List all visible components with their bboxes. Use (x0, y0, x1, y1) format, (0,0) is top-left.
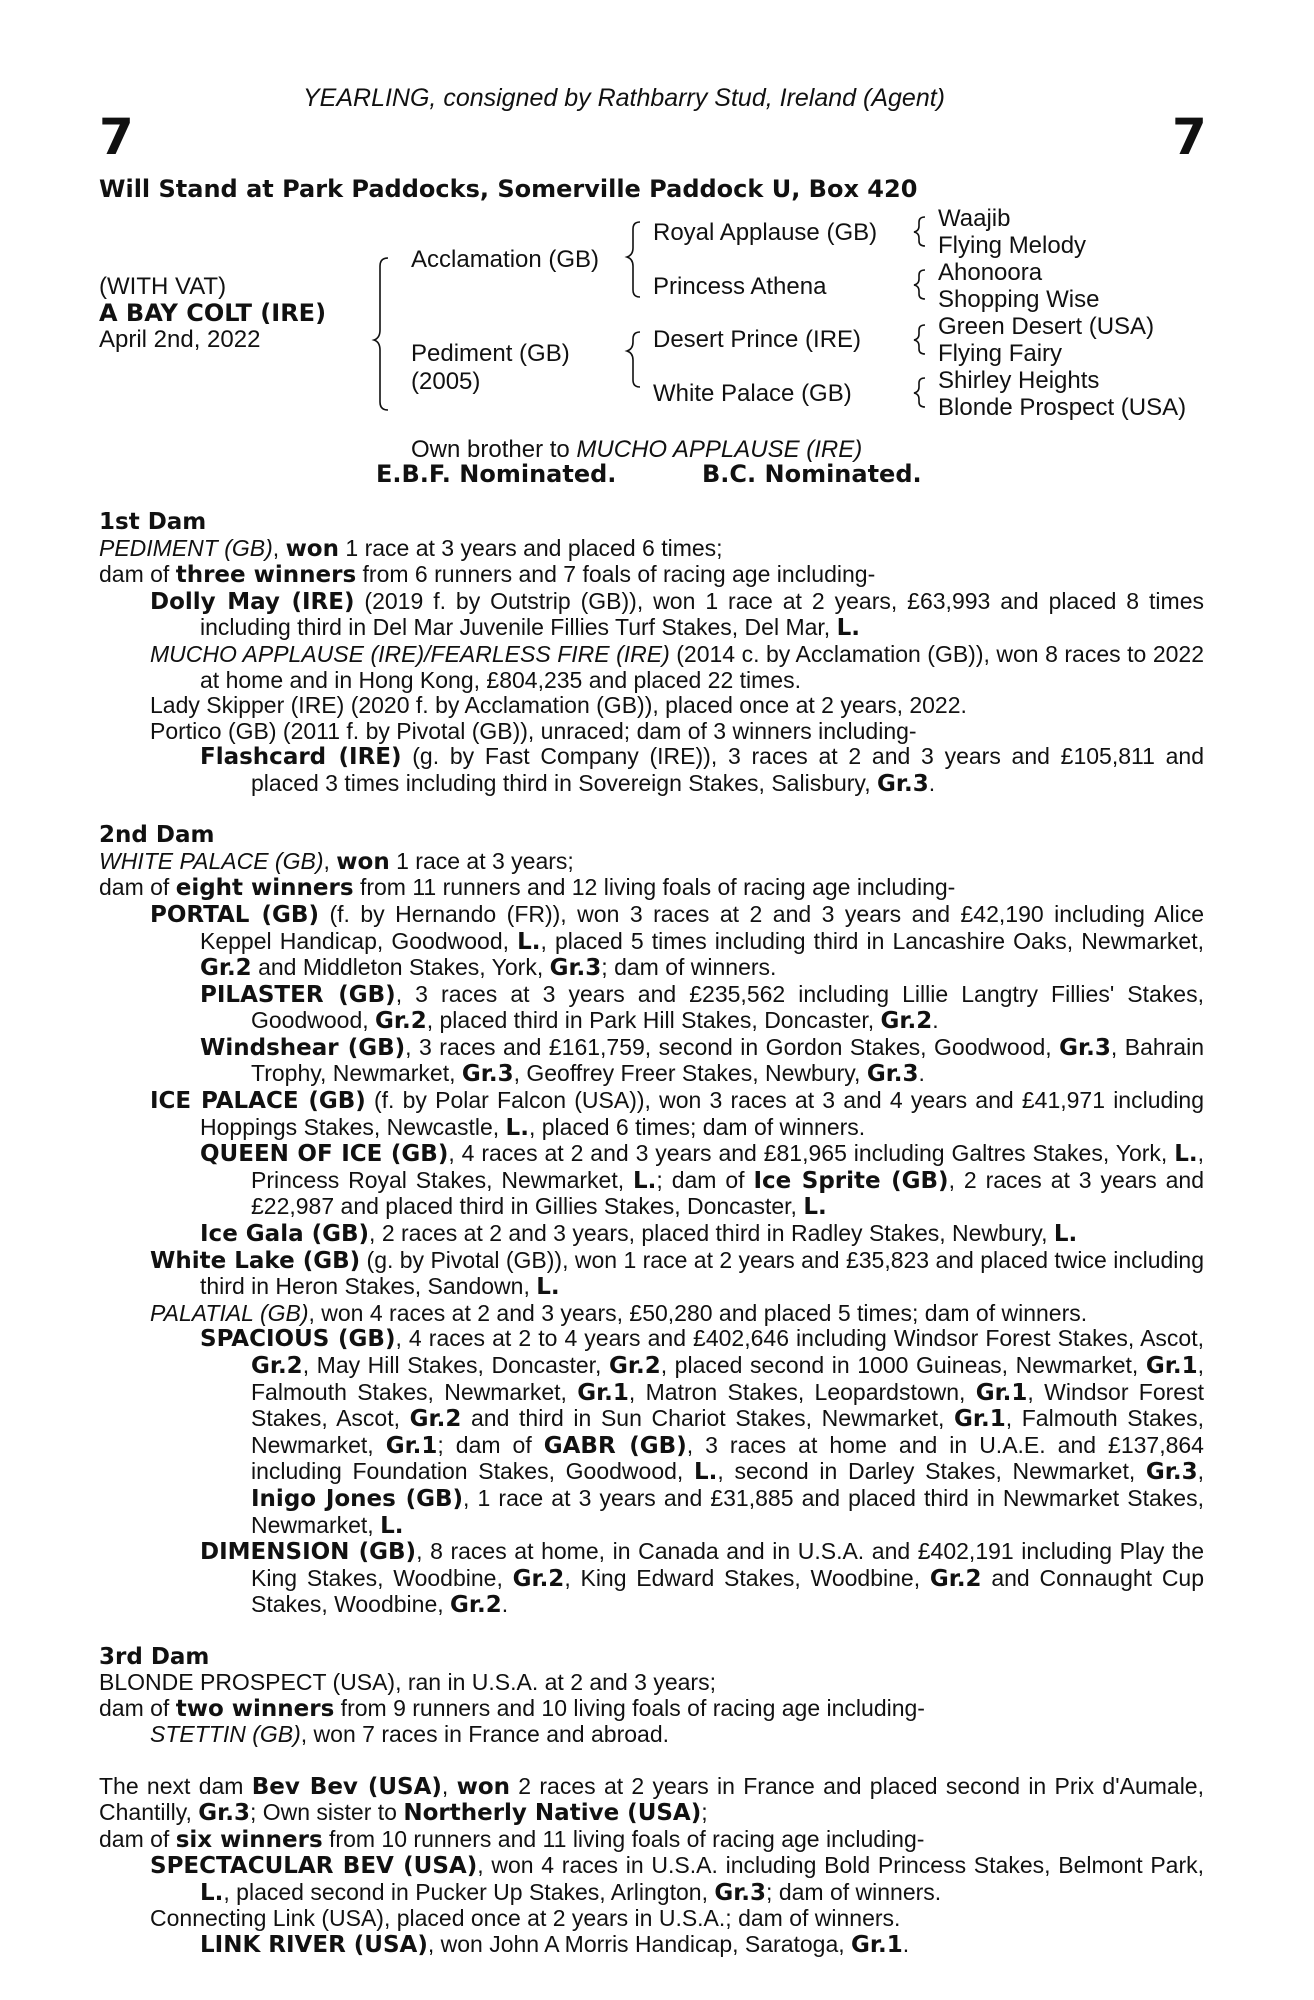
section-heading: 3rd Dam (99, 1643, 210, 1670)
produce-entry: QUEEN OF ICE (GB), 4 races at 2 and 3 years and £81,965 including Galtres Stakes, York, L., Princess Royal Stakes, Newmarket, L.; dam of Ice Sprite (GB), 2 races at 3 years and £22,987 and placed third in Gillies Stakes, Doncaster, L. (200, 1140, 1205, 1221)
produce-entry: Windshear (GB), 3 races and £161,759, second in Gordon Stakes, Goodwood, Gr.3, Bahrain Trophy, Newmarket, Gr.3, Geoffrey Freer Stakes, Newbury, Gr.3. (200, 1033, 1205, 1088)
produce-entry: Dolly May (IRE) (2019 f. by Outstrip (GB)), won 1 race at 2 years, £63,993 and placed 8 times including third in Del Mar Juvenile Fillies Turf Stakes, Del Mar, L. (150, 587, 1204, 642)
produce-entry: PILASTER (GB), 3 races at 3 years and £235,562 including Lillie Langtry Fillies' Stakes, Goodwood, Gr.2, placed third in Park Hill Stakes, Doncaster, Gr.2. (200, 980, 1204, 1035)
dam-of-line: dam of six winners from 10 runners and 11 living foals of racing age including- (99, 1825, 925, 1853)
produce-entry: Flashcard (IRE) (g. by Fast Company (IRE)), 3 races at 2 and 3 years and £105,811 and placed 3 times including third in Sovereign Stakes, Salisbury, Gr.3. (200, 743, 1205, 797)
third-dam-section (99, 1645, 1204, 1748)
sire-sire-dam: Flying Melody (938, 232, 1087, 259)
dam-line: The next dam Bev Bev (USA), won 2 races at 2 years in France and placed second in Prix d'Aumale, Chantilly, Gr.3; Own sister to Northerly Native (USA); (99, 1772, 1204, 1827)
sire-sire: Royal Applause (GB) (653, 219, 878, 246)
produce-entry: DIMENSION (GB), 8 races at home, in Canada and in U.S.A. and £402,191 including Play the King Stakes, Woodbine, Gr.2, King Edward Stakes, Woodbine, Gr.2 and Connaught Cup Stakes, Woodbine, Gr.2. (200, 1538, 1205, 1619)
sire-sire-sire: Waajib (938, 205, 1011, 232)
second-dam-section (99, 823, 1204, 1619)
sire-dam: Princess Athena (653, 273, 827, 300)
dam-sire-sire: Green Desert (USA) (938, 313, 1155, 340)
stand-location: Will Stand at Park Paddocks, Somerville Paddock U, Box 420 (99, 175, 918, 203)
dam-dam-sire: Shirley Heights (938, 367, 1100, 394)
sire-dam-dam: Shopping Wise (938, 286, 1100, 313)
dam-line: PEDIMENT (GB), won 1 race at 3 years and placed 6 times; (99, 534, 723, 562)
produce-entry: PORTAL (GB) (f. by Hernando (FR)), won 3 races at 2 and 3 years and £42,190 including Alice Keppel Handicap, Goodwood, L., placed 5 times including third in Lancashire Oaks, Newmarket, Gr.2 and Middleton Stakes, York, Gr.3; dam of winners. (150, 900, 1204, 982)
section-heading: 1st Dam (99, 509, 207, 535)
vat-note: (WITH VAT) (99, 273, 227, 300)
lot-number-left: 7 (99, 108, 134, 166)
produce-entry: Lady Skipper (IRE) (2020 f. by Acclamation (GB)), placed once at 2 years, 2022. (150, 692, 967, 719)
dam-of-line: dam of eight winners from 11 runners and 12 living foals of racing age including- (99, 874, 956, 902)
ebf-nominated: E.B.F. Nominated. (376, 460, 617, 488)
produce-entry: ICE PALACE (GB) (f. by Polar Falcon (USA)), won 3 races at 3 and 4 years and £41,971 including Hoppings Stakes, Newcastle, L., placed 6 times; dam of winners. (150, 1087, 1204, 1141)
lot-number-right: 7 (1172, 108, 1207, 166)
dam: Pediment (GB) (411, 340, 570, 367)
produce-entry: Connecting Link (USA), placed once at 2 years in U.S.A.; dam of winners. (150, 1905, 901, 1932)
dam-sire-dam: Flying Fairy (938, 340, 1063, 367)
bc-nominated: B.C. Nominated. (702, 460, 922, 488)
section-heading: 2nd Dam (99, 822, 215, 849)
produce-entry: SPECTACULAR BEV (USA), won 4 races in U.S.A. including Bold Princess Stakes, Belmont Park, L., placed second in Pucker Up Stakes, Arlington, Gr.3; dam of winners. (150, 1852, 1205, 1906)
dam-dam: White Palace (GB) (653, 380, 852, 407)
dam-year: (2005) (411, 368, 481, 395)
sire: Acclamation (GB) (411, 246, 600, 273)
produce-entry: STETTIN (GB), won 7 races in France and abroad. (150, 1721, 669, 1748)
dam-dam-dam: Blonde Prospect (USA) (938, 394, 1187, 421)
dam-line: WHITE PALACE (GB), won 1 race at 3 years; (99, 847, 574, 875)
produce-entry: White Lake (GB) (g. by Pivotal (GB)), won 1 race at 2 years and £35,823 and placed twice including third in Heron Stakes, Sandown, L. (150, 1246, 1204, 1301)
catalogue-body (99, 510, 1204, 1959)
produce-entry: MUCHO APPLAUSE (IRE)/FEARLESS FIRE (IRE) (2014 c. by Acclamation (GB)), won 8 races to 2022 at home and in Hong Kong, £804,235 and placed 22 times. (150, 640, 1204, 693)
pedigree-brackets (0, 0, 1314, 420)
dam-of-line: dam of two winners from 9 runners and 10 living foals of racing age including- (99, 1694, 925, 1722)
own-brother-note: Own brother to MUCHO APPLAUSE (IRE) (411, 436, 863, 463)
sire-dam-sire: Ahonoora (938, 259, 1043, 286)
produce-entry: SPACIOUS (GB), 4 races at 2 to 4 years and £402,646 including Windsor Forest Stakes, Ascot, Gr.2, May Hill Stakes, Doncaster, Gr.2, placed second in 1000 Guineas, Newmarket, Gr.1, Falmouth Stakes, Newmarket, Gr.1, Matron Stakes, Leopardstown, Gr.1, Windsor Forest Stakes, Ascot, Gr.2 and third in Sun Chariot Stakes, Newmarket, Gr.1, Falmouth Stakes, Newmarket, Gr.1; dam of GABR (GB), 3 races at home and in U.A.E. and £137,864 including Foundation Stakes, Goodwood, L., second in Darley Stakes, Newmarket, Gr.3, Inigo Jones (GB), 1 race at 3 years and £31,885 and placed third in Newmarket Stakes, Newmarket, L. (200, 1325, 1204, 1539)
produce-entry: Portico (GB) (2011 f. by Pivotal (GB)), unraced; dam of 3 winners including- (150, 717, 917, 744)
first-dam-section (99, 510, 1204, 798)
produce-entry: LINK RIVER (USA), won John A Morris Handicap, Saratoga, Gr.1. (200, 1931, 910, 1959)
dam-line: BLONDE PROSPECT (USA), ran in U.S.A. at 2 and 3 years; (99, 1669, 716, 1696)
produce-entry: Ice Gala (GB), 2 races at 2 and 3 years, placed third in Radley Stakes, Newbury, L. (200, 1220, 1078, 1248)
horse-name: A BAY COLT (IRE) (99, 299, 327, 327)
dam-sire: Desert Prince (IRE) (653, 326, 862, 353)
dam-of-line: dam of three winners from 6 runners and 7 foals of racing age including- (99, 561, 876, 589)
produce-entry: PALATIAL (GB), won 4 races at 2 and 3 years, £50,280 and placed 5 times; dam of winners. (150, 1299, 1088, 1326)
next-dam-section (99, 1774, 1204, 1959)
horse-dob: April 2nd, 2022 (99, 326, 261, 353)
consignor-line: YEARLING, consigned by Rathbarry Stud, Ireland (Agent) (303, 84, 945, 112)
